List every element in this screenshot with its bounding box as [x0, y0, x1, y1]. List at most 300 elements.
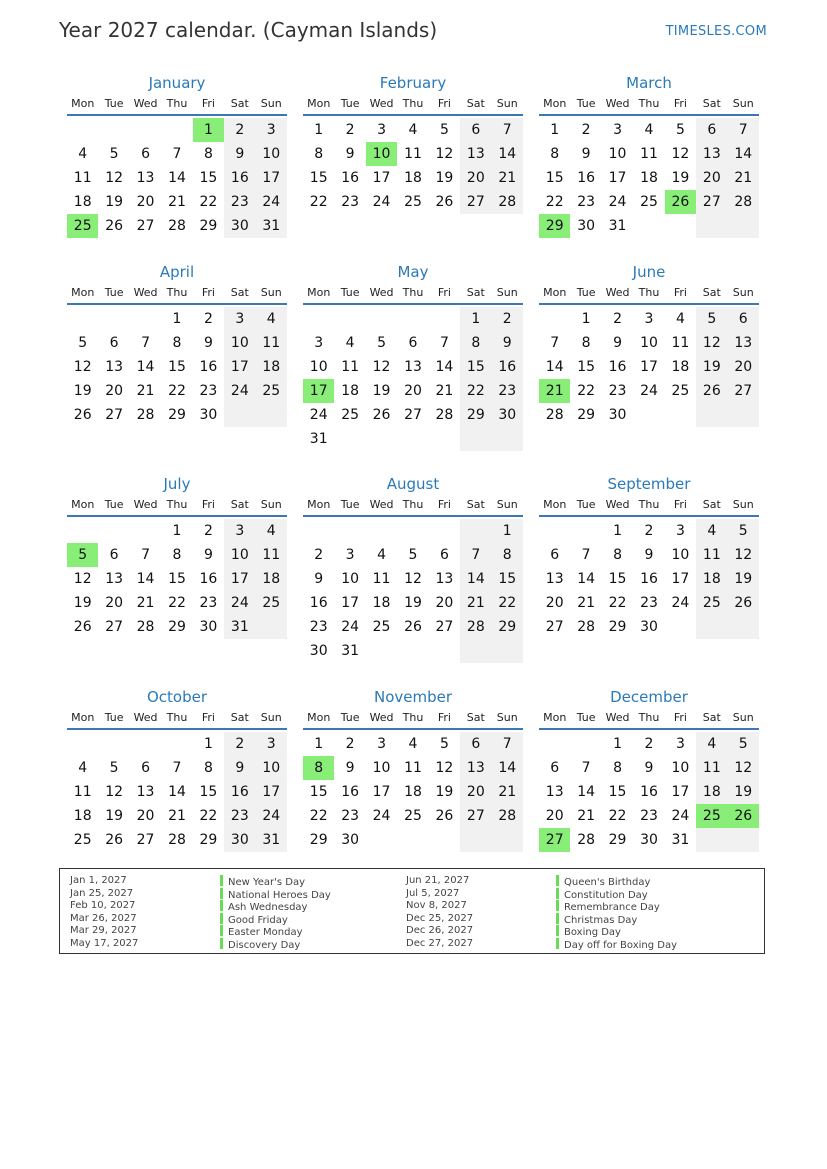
holiday-day-cell[interactable]: 21 — [539, 379, 570, 403]
day-cell[interactable]: 23 — [577, 194, 596, 210]
day-cell[interactable]: 16 — [224, 780, 255, 804]
day-cell[interactable]: 17 — [372, 170, 391, 186]
day-cell[interactable]: 9 — [345, 146, 355, 162]
day-cell[interactable]: 4 — [675, 311, 685, 327]
day-cell[interactable]: 1 — [613, 736, 623, 752]
day-cell[interactable]: 2 — [345, 736, 355, 752]
day-cell[interactable]: 11 — [640, 146, 658, 162]
day-cell[interactable]: 19 — [404, 595, 422, 611]
day-cell[interactable]: 28 — [136, 407, 155, 423]
holiday-day-cell[interactable]: 8 — [303, 756, 334, 780]
day-cell[interactable]: 19 — [105, 194, 124, 210]
day-cell[interactable]: 9 — [203, 335, 213, 351]
day-cell[interactable]: 12 — [372, 359, 391, 375]
day-cell[interactable]: 1 — [172, 523, 182, 539]
day-cell[interactable]: 11 — [372, 571, 391, 587]
day-cell[interactable]: 24 — [224, 591, 255, 615]
day-cell[interactable]: 3 — [377, 736, 387, 752]
day-cell[interactable]: 2 — [613, 311, 623, 327]
day-cell[interactable]: 15 — [309, 170, 328, 186]
day-cell[interactable]: 15 — [608, 571, 627, 587]
day-cell[interactable]: 30 — [224, 214, 255, 238]
day-cell[interactable]: 14 — [577, 571, 596, 587]
day-cell[interactable]: 18 — [341, 383, 360, 399]
day-cell[interactable]: 30 — [199, 407, 218, 423]
day-cell[interactable]: 31 — [309, 431, 328, 447]
day-cell[interactable]: 17 — [256, 780, 287, 804]
day-cell[interactable]: 11 — [341, 359, 360, 375]
day-cell[interactable]: 10 — [256, 756, 287, 780]
day-cell[interactable]: 29 — [608, 619, 627, 635]
day-cell[interactable]: 1 — [314, 736, 324, 752]
day-cell[interactable]: 12 — [73, 359, 92, 375]
day-cell[interactable]: 23 — [341, 194, 360, 210]
day-cell[interactable]: 9 — [613, 335, 623, 351]
day-cell[interactable]: 7 — [581, 760, 591, 776]
day-cell[interactable]: 3 — [345, 547, 355, 563]
day-cell[interactable]: 17 — [671, 784, 690, 800]
day-cell[interactable]: 11 — [404, 146, 422, 162]
day-cell[interactable]: 29 — [199, 832, 218, 848]
day-cell[interactable]: 17 — [608, 170, 627, 186]
day-cell[interactable]: 24 — [671, 808, 690, 824]
day-cell[interactable]: 16 — [309, 595, 328, 611]
day-cell[interactable]: 29 — [168, 407, 186, 423]
day-cell[interactable]: 20 — [105, 383, 124, 399]
day-cell[interactable]: 28 — [435, 407, 454, 423]
day-cell[interactable]: 15 — [309, 784, 328, 800]
day-cell[interactable]: 15 — [608, 784, 627, 800]
day-cell[interactable]: 30 — [640, 832, 658, 848]
day-cell[interactable]: 28 — [545, 407, 564, 423]
day-cell[interactable]: 26 — [696, 379, 727, 403]
day-cell[interactable]: 7 — [460, 543, 491, 567]
day-cell[interactable]: 19 — [372, 383, 391, 399]
day-cell[interactable]: 11 — [696, 756, 727, 780]
day-cell[interactable]: 20 — [460, 166, 491, 190]
day-cell[interactable]: 28 — [136, 619, 155, 635]
day-cell[interactable]: 4 — [696, 519, 727, 543]
day-cell[interactable]: 27 — [728, 379, 759, 403]
day-cell[interactable]: 4 — [78, 146, 88, 162]
day-cell[interactable]: 19 — [435, 784, 454, 800]
day-cell[interactable]: 6 — [550, 760, 560, 776]
day-cell[interactable]: 3 — [675, 736, 685, 752]
day-cell[interactable]: 1 — [314, 122, 324, 138]
day-cell[interactable]: 14 — [435, 359, 454, 375]
day-cell[interactable]: 20 — [728, 355, 759, 379]
day-cell[interactable]: 12 — [728, 756, 759, 780]
day-cell[interactable]: 15 — [492, 567, 523, 591]
day-cell[interactable]: 26 — [435, 194, 454, 210]
day-cell[interactable]: 8 — [460, 331, 491, 355]
day-cell[interactable]: 24 — [256, 804, 287, 828]
day-cell[interactable]: 8 — [613, 760, 623, 776]
day-cell[interactable]: 1 — [613, 523, 623, 539]
day-cell[interactable]: 27 — [460, 804, 491, 828]
day-cell[interactable]: 15 — [199, 170, 218, 186]
day-cell[interactable]: 4 — [256, 307, 287, 331]
day-cell[interactable]: 5 — [408, 547, 418, 563]
day-cell[interactable]: 2 — [203, 523, 213, 539]
day-cell[interactable]: 1 — [550, 122, 560, 138]
day-cell[interactable]: 16 — [640, 571, 658, 587]
day-cell[interactable]: 16 — [492, 355, 523, 379]
day-cell[interactable]: 10 — [224, 331, 255, 355]
day-cell[interactable]: 5 — [109, 760, 119, 776]
day-cell[interactable]: 6 — [109, 547, 119, 563]
day-cell[interactable]: 4 — [377, 547, 387, 563]
day-cell[interactable]: 16 — [224, 166, 255, 190]
day-cell[interactable]: 22 — [492, 591, 523, 615]
day-cell[interactable]: 20 — [696, 166, 727, 190]
day-cell[interactable]: 12 — [728, 543, 759, 567]
day-cell[interactable]: 12 — [435, 146, 454, 162]
day-cell[interactable]: 4 — [78, 760, 88, 776]
day-cell[interactable]: 2 — [203, 311, 213, 327]
day-cell[interactable]: 25 — [404, 808, 422, 824]
day-cell[interactable]: 3 — [613, 122, 623, 138]
day-cell[interactable]: 18 — [671, 359, 690, 375]
day-cell[interactable]: 6 — [109, 335, 119, 351]
day-cell[interactable]: 22 — [309, 808, 328, 824]
day-cell[interactable]: 19 — [105, 808, 124, 824]
day-cell[interactable]: 12 — [73, 571, 92, 587]
day-cell[interactable]: 3 — [224, 519, 255, 543]
day-cell[interactable]: 3 — [644, 311, 654, 327]
day-cell[interactable]: 13 — [435, 571, 454, 587]
day-cell[interactable]: 13 — [136, 170, 155, 186]
day-cell[interactable]: 19 — [435, 170, 454, 186]
day-cell[interactable]: 13 — [545, 571, 564, 587]
day-cell[interactable]: 11 — [73, 170, 92, 186]
day-cell[interactable]: 9 — [224, 142, 255, 166]
day-cell[interactable]: 29 — [460, 403, 491, 427]
day-cell[interactable]: 19 — [671, 170, 690, 186]
holiday-day-cell[interactable]: 5 — [67, 543, 98, 567]
day-cell[interactable]: 10 — [256, 142, 287, 166]
day-cell[interactable]: 18 — [73, 194, 92, 210]
holiday-day-cell[interactable]: 1 — [193, 118, 224, 142]
day-cell[interactable]: 11 — [671, 335, 690, 351]
day-cell[interactable]: 7 — [141, 335, 151, 351]
day-cell[interactable]: 7 — [581, 547, 591, 563]
day-cell[interactable]: 6 — [408, 335, 418, 351]
day-cell[interactable]: 22 — [545, 194, 564, 210]
day-cell[interactable]: 23 — [224, 190, 255, 214]
day-cell[interactable]: 5 — [439, 736, 449, 752]
day-cell[interactable]: 22 — [168, 383, 186, 399]
day-cell[interactable]: 30 — [199, 619, 218, 635]
day-cell[interactable]: 20 — [545, 595, 564, 611]
day-cell[interactable]: 23 — [309, 619, 328, 635]
day-cell[interactable]: 1 — [172, 311, 182, 327]
day-cell[interactable]: 6 — [141, 760, 151, 776]
day-cell[interactable]: 26 — [728, 591, 759, 615]
day-cell[interactable]: 3 — [377, 122, 387, 138]
day-cell[interactable]: 5 — [728, 519, 759, 543]
day-cell[interactable]: 5 — [728, 732, 759, 756]
day-cell[interactable]: 17 — [341, 595, 360, 611]
day-cell[interactable]: 24 — [608, 194, 627, 210]
day-cell[interactable]: 15 — [199, 784, 218, 800]
day-cell[interactable]: 6 — [460, 118, 491, 142]
day-cell[interactable]: 9 — [314, 571, 324, 587]
day-cell[interactable]: 22 — [460, 379, 491, 403]
day-cell[interactable]: 25 — [404, 194, 422, 210]
day-cell[interactable]: 30 — [492, 403, 523, 427]
day-cell[interactable]: 13 — [460, 142, 491, 166]
day-cell[interactable]: 11 — [696, 543, 727, 567]
day-cell[interactable]: 26 — [73, 619, 92, 635]
brand-link[interactable]: TIMESLES.COM — [665, 24, 767, 39]
day-cell[interactable]: 19 — [73, 595, 92, 611]
day-cell[interactable]: 24 — [224, 379, 255, 403]
day-cell[interactable]: 24 — [256, 190, 287, 214]
day-cell[interactable]: 12 — [404, 571, 422, 587]
day-cell[interactable]: 27 — [136, 218, 155, 234]
day-cell[interactable]: 8 — [314, 146, 324, 162]
day-cell[interactable]: 25 — [696, 591, 727, 615]
day-cell[interactable]: 27 — [696, 190, 727, 214]
day-cell[interactable]: 25 — [256, 591, 287, 615]
day-cell[interactable]: 26 — [105, 218, 124, 234]
day-cell[interactable]: 13 — [696, 142, 727, 166]
day-cell[interactable]: 27 — [105, 407, 124, 423]
day-cell[interactable]: 23 — [608, 383, 627, 399]
day-cell[interactable]: 13 — [728, 331, 759, 355]
day-cell[interactable]: 18 — [696, 780, 727, 804]
day-cell[interactable]: 31 — [671, 832, 690, 848]
day-cell[interactable]: 7 — [550, 335, 560, 351]
day-cell[interactable]: 12 — [671, 146, 690, 162]
day-cell[interactable]: 26 — [435, 808, 454, 824]
day-cell[interactable]: 20 — [460, 780, 491, 804]
day-cell[interactable]: 22 — [199, 808, 218, 824]
day-cell[interactable]: 21 — [577, 595, 596, 611]
day-cell[interactable]: 27 — [404, 407, 422, 423]
day-cell[interactable]: 1 — [492, 519, 523, 543]
day-cell[interactable]: 26 — [105, 832, 124, 848]
day-cell[interactable]: 17 — [256, 166, 287, 190]
day-cell[interactable]: 23 — [199, 383, 218, 399]
day-cell[interactable]: 14 — [168, 784, 186, 800]
day-cell[interactable]: 19 — [728, 780, 759, 804]
day-cell[interactable]: 28 — [168, 832, 186, 848]
day-cell[interactable]: 6 — [728, 307, 759, 331]
day-cell[interactable]: 3 — [314, 335, 324, 351]
day-cell[interactable]: 7 — [172, 760, 182, 776]
day-cell[interactable]: 9 — [345, 760, 355, 776]
day-cell[interactable]: 18 — [404, 170, 422, 186]
holiday-day-cell[interactable]: 17 — [303, 379, 334, 403]
day-cell[interactable]: 14 — [492, 756, 523, 780]
day-cell[interactable]: 18 — [372, 595, 391, 611]
day-cell[interactable]: 28 — [577, 832, 596, 848]
day-cell[interactable]: 14 — [168, 170, 186, 186]
day-cell[interactable]: 13 — [460, 756, 491, 780]
day-cell[interactable]: 16 — [199, 359, 218, 375]
day-cell[interactable]: 31 — [224, 615, 255, 639]
day-cell[interactable]: 5 — [439, 122, 449, 138]
day-cell[interactable]: 6 — [550, 547, 560, 563]
day-cell[interactable]: 21 — [168, 194, 186, 210]
day-cell[interactable]: 10 — [640, 335, 658, 351]
day-cell[interactable]: 10 — [341, 571, 360, 587]
day-cell[interactable]: 4 — [408, 122, 418, 138]
holiday-day-cell[interactable]: 25 — [696, 804, 727, 828]
day-cell[interactable]: 25 — [372, 619, 391, 635]
day-cell[interactable]: 7 — [172, 146, 182, 162]
day-cell[interactable]: 2 — [492, 307, 523, 331]
day-cell[interactable]: 19 — [696, 355, 727, 379]
day-cell[interactable]: 22 — [309, 194, 328, 210]
day-cell[interactable]: 17 — [224, 567, 255, 591]
day-cell[interactable]: 20 — [435, 595, 454, 611]
day-cell[interactable]: 2 — [224, 732, 255, 756]
day-cell[interactable]: 15 — [460, 355, 491, 379]
day-cell[interactable]: 20 — [136, 808, 155, 824]
day-cell[interactable]: 19 — [728, 567, 759, 591]
day-cell[interactable]: 6 — [696, 118, 727, 142]
day-cell[interactable]: 6 — [141, 146, 151, 162]
day-cell[interactable]: 18 — [256, 355, 287, 379]
day-cell[interactable]: 5 — [696, 307, 727, 331]
day-cell[interactable]: 30 — [224, 828, 255, 852]
day-cell[interactable]: 29 — [168, 619, 186, 635]
day-cell[interactable]: 1 — [581, 311, 591, 327]
day-cell[interactable]: 26 — [73, 407, 92, 423]
day-cell[interactable]: 14 — [460, 567, 491, 591]
holiday-day-cell[interactable]: 26 — [665, 190, 696, 214]
day-cell[interactable]: 5 — [78, 335, 88, 351]
day-cell[interactable]: 2 — [644, 523, 654, 539]
day-cell[interactable]: 21 — [460, 591, 491, 615]
day-cell[interactable]: 7 — [439, 335, 449, 351]
day-cell[interactable]: 21 — [577, 808, 596, 824]
day-cell[interactable]: 7 — [492, 118, 523, 142]
holiday-day-cell[interactable]: 27 — [539, 828, 570, 852]
day-cell[interactable]: 28 — [168, 218, 186, 234]
day-cell[interactable]: 13 — [105, 571, 124, 587]
day-cell[interactable]: 17 — [640, 359, 658, 375]
day-cell[interactable]: 4 — [408, 736, 418, 752]
day-cell[interactable]: 7 — [728, 118, 759, 142]
day-cell[interactable]: 25 — [671, 383, 690, 399]
day-cell[interactable]: 25 — [640, 194, 658, 210]
day-cell[interactable]: 23 — [492, 379, 523, 403]
day-cell[interactable]: 30 — [608, 407, 627, 423]
day-cell[interactable]: 14 — [545, 359, 564, 375]
day-cell[interactable]: 12 — [696, 331, 727, 355]
day-cell[interactable]: 29 — [608, 832, 627, 848]
day-cell[interactable]: 24 — [372, 808, 391, 824]
day-cell[interactable]: 20 — [545, 808, 564, 824]
day-cell[interactable]: 25 — [73, 832, 92, 848]
day-cell[interactable]: 5 — [109, 146, 119, 162]
day-cell[interactable]: 3 — [224, 307, 255, 331]
day-cell[interactable]: 28 — [492, 190, 523, 214]
day-cell[interactable]: 24 — [372, 194, 391, 210]
day-cell[interactable]: 22 — [168, 595, 186, 611]
day-cell[interactable]: 28 — [728, 190, 759, 214]
day-cell[interactable]: 27 — [460, 190, 491, 214]
day-cell[interactable]: 9 — [581, 146, 591, 162]
day-cell[interactable]: 8 — [492, 543, 523, 567]
day-cell[interactable]: 31 — [256, 214, 287, 238]
day-cell[interactable]: 31 — [341, 643, 360, 659]
day-cell[interactable]: 21 — [728, 166, 759, 190]
day-cell[interactable]: 16 — [577, 170, 596, 186]
day-cell[interactable]: 11 — [404, 760, 422, 776]
day-cell[interactable]: 9 — [644, 760, 654, 776]
day-cell[interactable]: 21 — [136, 595, 155, 611]
day-cell[interactable]: 17 — [224, 355, 255, 379]
day-cell[interactable]: 21 — [168, 808, 186, 824]
day-cell[interactable]: 5 — [377, 335, 387, 351]
day-cell[interactable]: 22 — [199, 194, 218, 210]
day-cell[interactable]: 8 — [550, 146, 560, 162]
day-cell[interactable]: 18 — [696, 567, 727, 591]
day-cell[interactable]: 15 — [168, 571, 186, 587]
day-cell[interactable]: 12 — [105, 170, 124, 186]
day-cell[interactable]: 31 — [608, 218, 627, 234]
day-cell[interactable]: 7 — [141, 547, 151, 563]
day-cell[interactable]: 21 — [492, 780, 523, 804]
day-cell[interactable]: 29 — [309, 832, 328, 848]
day-cell[interactable]: 24 — [341, 619, 360, 635]
holiday-day-cell[interactable]: 25 — [67, 214, 98, 238]
day-cell[interactable]: 27 — [545, 619, 564, 635]
day-cell[interactable]: 23 — [640, 595, 658, 611]
day-cell[interactable]: 18 — [256, 567, 287, 591]
day-cell[interactable]: 10 — [608, 146, 627, 162]
day-cell[interactable]: 15 — [577, 359, 596, 375]
day-cell[interactable]: 10 — [372, 760, 391, 776]
day-cell[interactable]: 9 — [224, 756, 255, 780]
day-cell[interactable]: 13 — [105, 359, 124, 375]
day-cell[interactable]: 8 — [203, 146, 213, 162]
day-cell[interactable]: 30 — [341, 832, 360, 848]
day-cell[interactable]: 24 — [309, 407, 328, 423]
day-cell[interactable]: 16 — [199, 571, 218, 587]
day-cell[interactable]: 9 — [492, 331, 523, 355]
day-cell[interactable]: 3 — [256, 732, 287, 756]
day-cell[interactable]: 4 — [256, 519, 287, 543]
day-cell[interactable]: 10 — [671, 547, 690, 563]
day-cell[interactable]: 31 — [256, 828, 287, 852]
day-cell[interactable]: 16 — [341, 784, 360, 800]
day-cell[interactable]: 18 — [640, 170, 658, 186]
day-cell[interactable]: 27 — [105, 619, 124, 635]
day-cell[interactable]: 29 — [577, 407, 596, 423]
day-cell[interactable]: 22 — [608, 595, 627, 611]
day-cell[interactable]: 23 — [640, 808, 658, 824]
day-cell[interactable]: 19 — [73, 383, 92, 399]
day-cell[interactable]: 18 — [73, 808, 92, 824]
day-cell[interactable]: 27 — [136, 832, 155, 848]
day-cell[interactable]: 17 — [671, 571, 690, 587]
day-cell[interactable]: 22 — [608, 808, 627, 824]
day-cell[interactable]: 28 — [492, 804, 523, 828]
day-cell[interactable]: 3 — [256, 118, 287, 142]
day-cell[interactable]: 8 — [172, 335, 182, 351]
day-cell[interactable]: 21 — [435, 383, 454, 399]
day-cell[interactable]: 29 — [199, 218, 218, 234]
day-cell[interactable]: 9 — [644, 547, 654, 563]
day-cell[interactable]: 23 — [341, 808, 360, 824]
day-cell[interactable]: 14 — [728, 142, 759, 166]
